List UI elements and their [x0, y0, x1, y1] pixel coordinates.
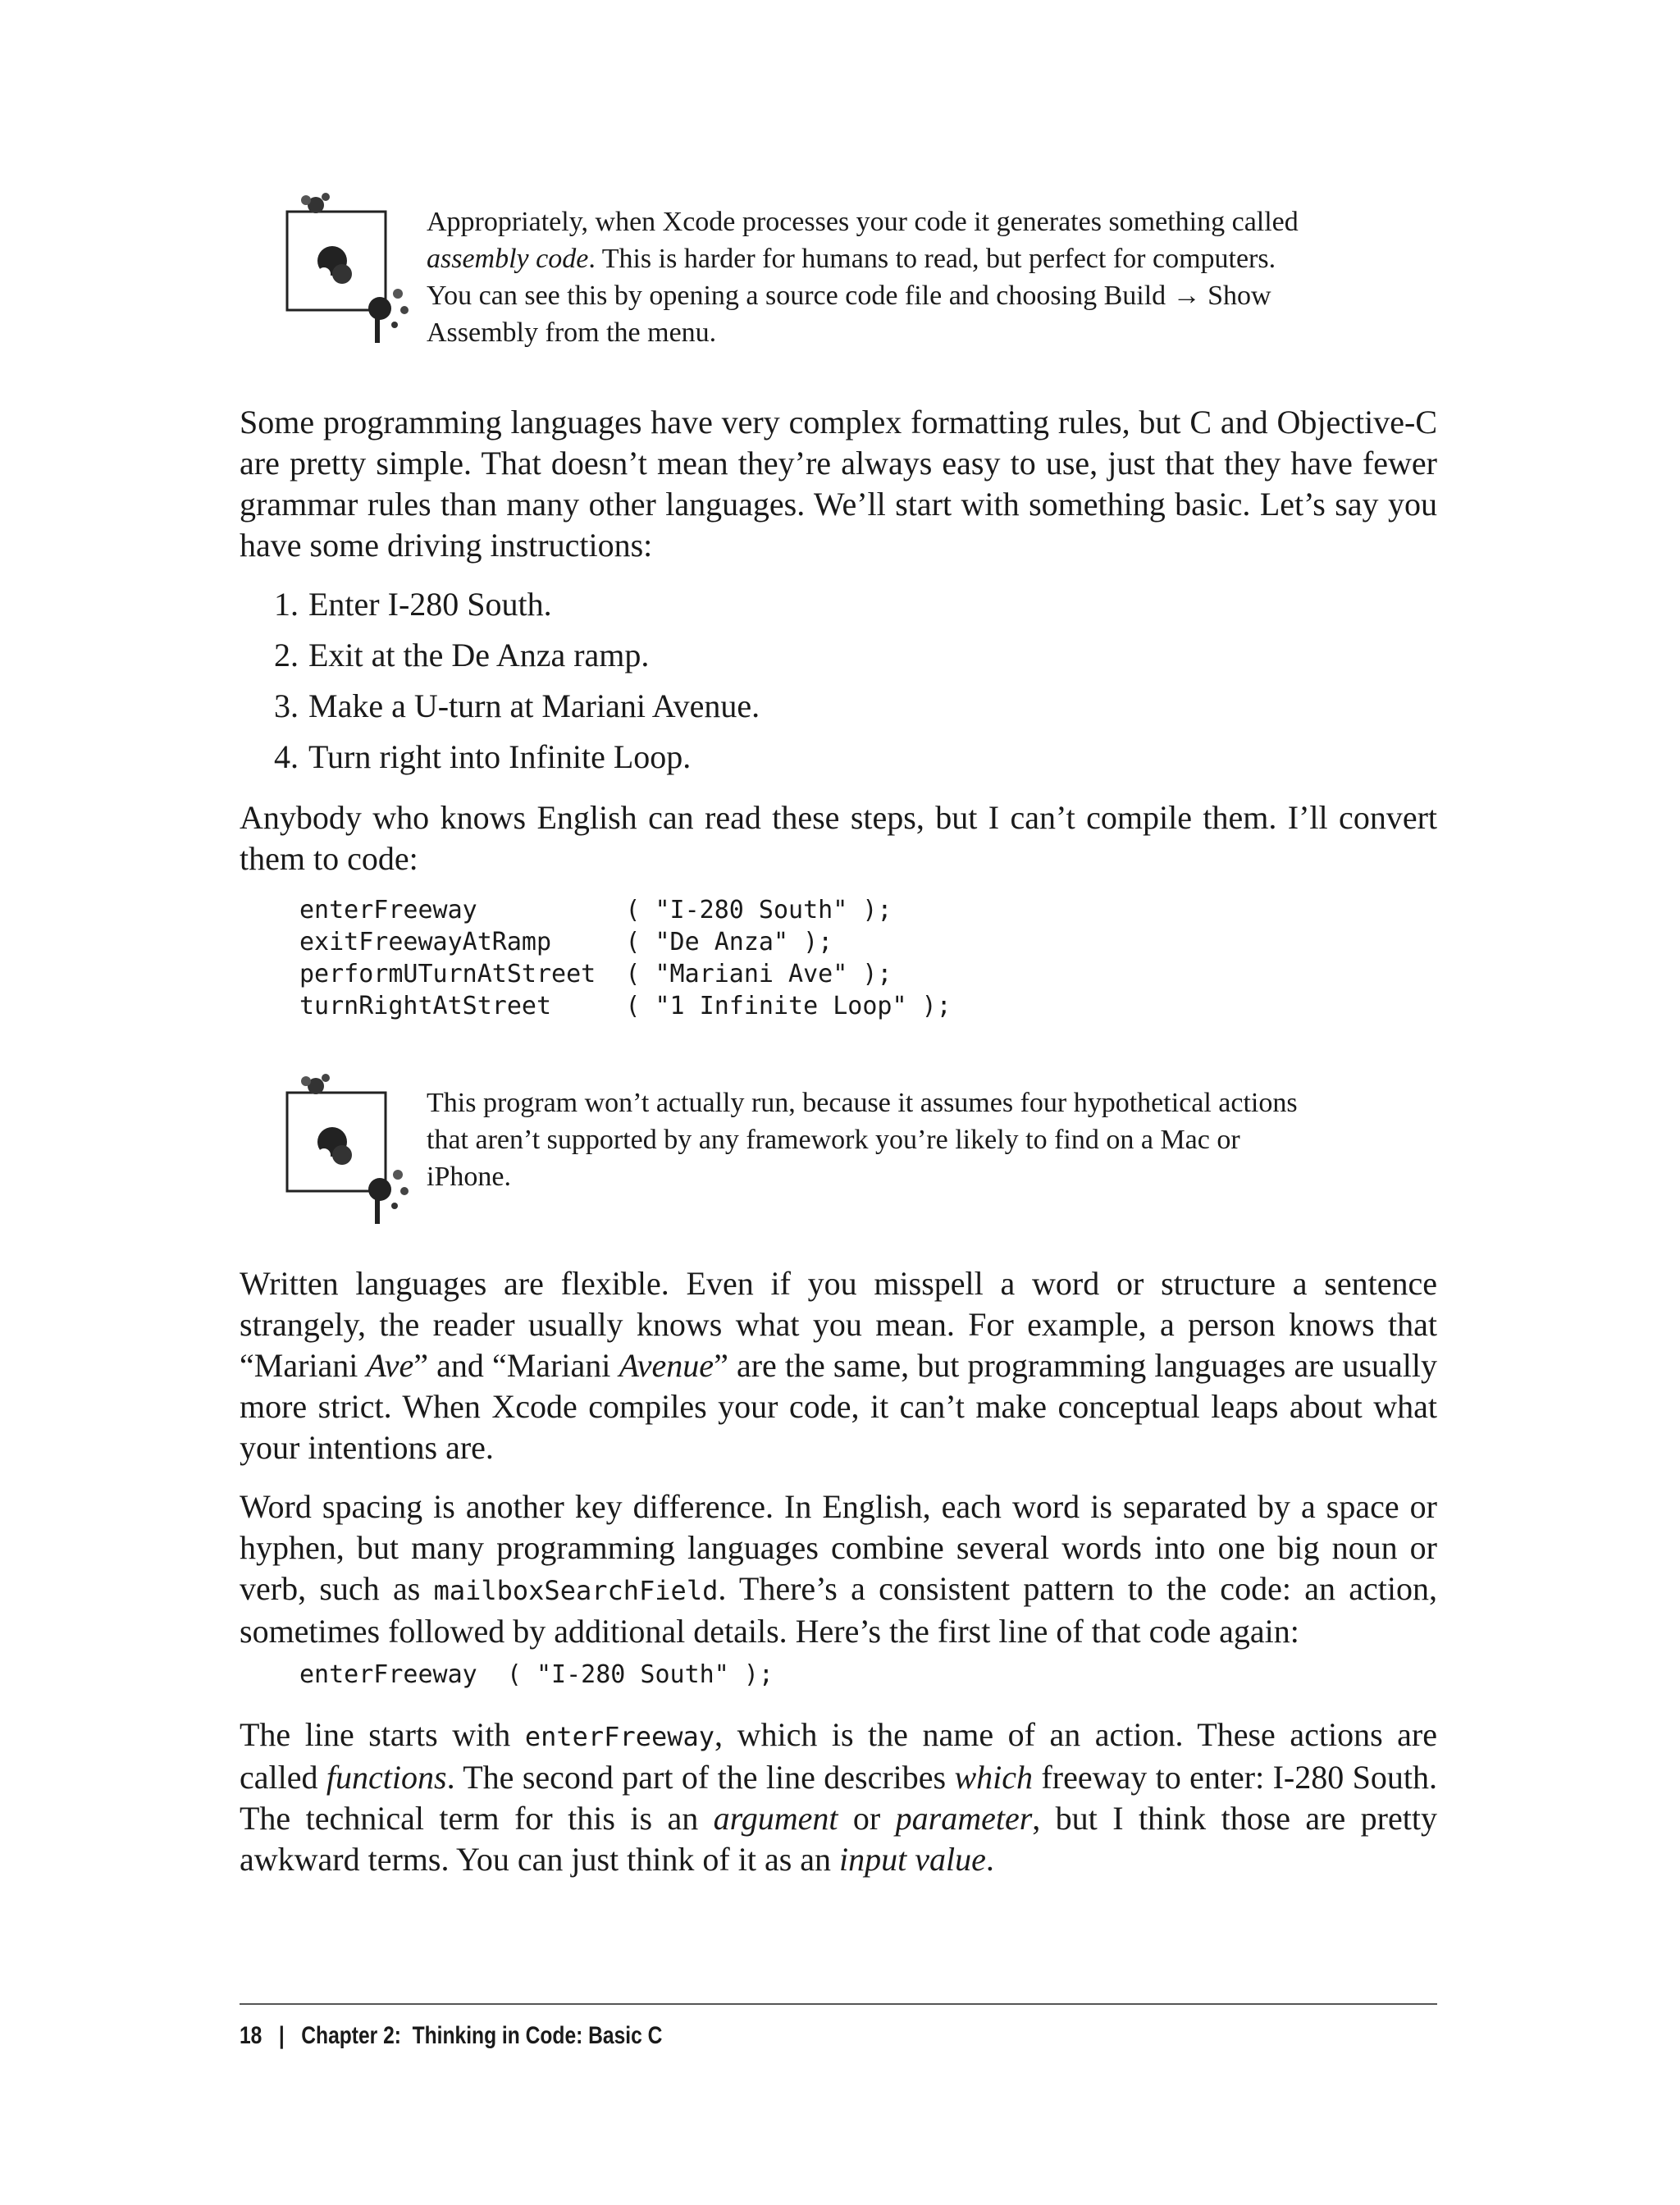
- footer-divider: [240, 2003, 1437, 2005]
- emphasis-text: functions: [326, 1759, 447, 1796]
- inline-code: enterFreeway: [524, 1721, 715, 1752]
- text-run: Word spacing is another key difference. In English, each word is separated by a space or hyphen, but many programming languages combine several words into one big noun or verb, such as: [240, 1488, 1437, 1607]
- emphasis-text: assembly code: [427, 244, 589, 274]
- text-run: ” and “Mariani: [413, 1347, 619, 1384]
- list-item: 2. Exit at the De Anza ramp.: [274, 637, 650, 673]
- page-number: 18: [240, 2022, 262, 2049]
- spacing-paragraph: [240, 1486, 1437, 1652]
- flexible-paragraph-block: [240, 1263, 1437, 1468]
- intro-paragraph: Some programming languages have very complex formatting rules, but C and Objective-C are pretty simple. That doesn’t mean they’re always easy to use, just that they have fewer grammar rules than many other languages. We’ll start with something basic. Let’s say you have some driving instructions:: [240, 404, 1437, 564]
- text-run: , but I think those are pretty awkward terms. You can just think of it as an: [240, 1800, 1437, 1878]
- footer-separator: |: [278, 2022, 285, 2049]
- emphasis-text: parameter: [895, 1800, 1033, 1837]
- text-run: . This is harder for humans to read, but perfect for computers. You can see this by opening a source code file and choosing Build → Show Assembly from the menu.: [427, 244, 1276, 348]
- text-run: or: [838, 1800, 896, 1837]
- text-run: freeway to enter: I-280 South. The technical term for this is an: [240, 1759, 1437, 1837]
- list-item: 1. Enter I-280 South.: [274, 586, 552, 623]
- functions-paragraph-block: [240, 1714, 1437, 1880]
- text-run: The line starts with: [240, 1716, 525, 1753]
- emphasis-text: Ave: [366, 1347, 414, 1384]
- text-run: . The second part of the line describes: [446, 1759, 955, 1796]
- inline-code: mailboxSearchField: [433, 1575, 719, 1606]
- convert-paragraph-block: [240, 797, 1437, 879]
- flexible-paragraph: [240, 1263, 1437, 1468]
- text-run: Written languages are flexible. Even if you misspell a word or structure a sentence strangely, the reader usually knows what you mean. For example, a person knows that “Mariani: [240, 1265, 1437, 1384]
- text-run: .: [985, 1841, 994, 1878]
- emphasis-text: input value: [839, 1841, 986, 1878]
- list-item: 4. Turn right into Infinite Loop.: [274, 738, 692, 775]
- text-run: Appropriately, when Xcode processes your code it generates something called: [427, 207, 1299, 237]
- tip-note-text: [427, 1084, 1321, 1195]
- tip-icon: [283, 1060, 431, 1240]
- list-item: 3. Make a U-turn at Mariani Avenue.: [274, 687, 760, 724]
- tip-icon: [283, 179, 431, 359]
- code-block-single-line: enterFreeway ( "I-280 South" );: [299, 1660, 774, 1689]
- convert-paragraph: Anybody who knows English can read these steps, but I can’t compile them. I’ll convert them to code:: [240, 799, 1437, 877]
- emphasis-text: Avenue: [619, 1347, 714, 1384]
- intro-paragraph-block: [240, 402, 1437, 566]
- spacing-paragraph-block: [240, 1486, 1437, 1652]
- text-run: This program won’t actually run, because it assumes four hypothetical actions that aren’t supported by any framework you’re likely to find on a Mac or iPhone.: [427, 1088, 1298, 1192]
- page-footer: [240, 2020, 662, 2052]
- chapter-title: Chapter 2: Thinking in Code: Basic C: [301, 2022, 663, 2049]
- tip-note-text: [427, 203, 1321, 351]
- code-block-driving: enterFreeway ( "I-280 South" ); exitFreewayAtRamp ( "De Anza" ); performUTurnAtStreet ( "Mariani Ave" ); turnRightAtStreet ( "1 Infinite Loop" );: [299, 896, 952, 1020]
- text-run: ” are the same, but programming languages are usually more strict. When Xcode compiles your code, it can’t make conceptual leaps about what your intentions are.: [240, 1347, 1437, 1466]
- emphasis-text: argument: [713, 1800, 838, 1837]
- text-run: , which is the name of an action. These actions are called: [240, 1716, 1437, 1796]
- emphasis-text: which: [954, 1759, 1034, 1796]
- functions-paragraph: [240, 1714, 1437, 1880]
- driving-steps-list: [240, 584, 760, 788]
- text-run: . There’s a consistent pattern to the code: an action, sometimes followed by additional details. Here’s the first line of that code again:: [240, 1570, 1437, 1650]
